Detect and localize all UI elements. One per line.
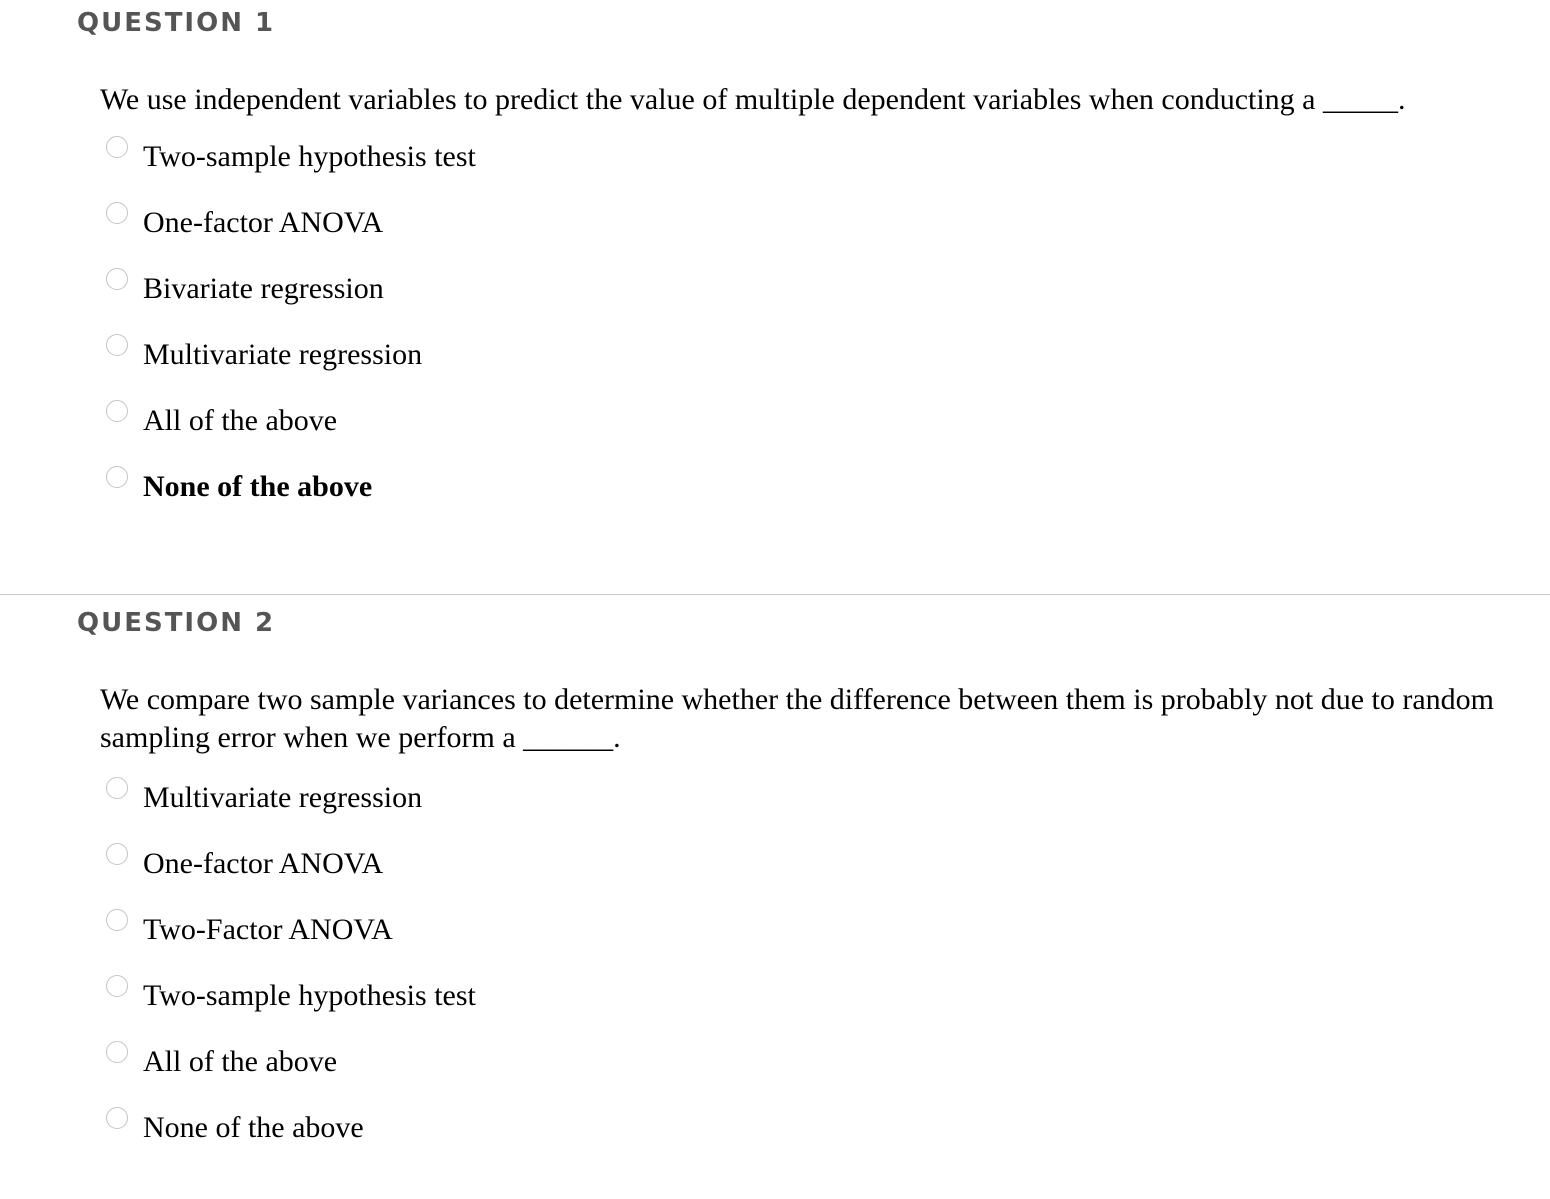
question-prompt: We compare two sample variances to determine whether the difference between them is probably not due to random sampling error when we perform a ______. <box>100 683 1495 754</box>
radio-button[interactable] <box>106 777 128 799</box>
answer-label[interactable]: Multivariate regression <box>143 338 423 371</box>
radio-button[interactable] <box>106 975 128 997</box>
answer-option[interactable] <box>0 330 1550 396</box>
radio-button[interactable] <box>106 202 128 224</box>
answer-option[interactable] <box>0 132 1550 198</box>
radio-button[interactable] <box>106 1107 128 1129</box>
question-heading: QUESTION 1 <box>77 8 276 38</box>
answer-label[interactable]: Two-Factor ANOVA <box>143 913 393 946</box>
radio-button[interactable] <box>106 909 128 931</box>
question-heading: QUESTION 2 <box>77 608 276 638</box>
answer-label[interactable]: One-factor ANOVA <box>143 847 384 880</box>
answer-label[interactable]: All of the above <box>143 404 338 437</box>
answer-label[interactable]: All of the above <box>143 1045 338 1078</box>
radio-button[interactable] <box>106 268 128 290</box>
question-1 <box>0 0 1550 594</box>
radio-button[interactable] <box>106 400 128 422</box>
answer-option[interactable] <box>0 1103 1550 1169</box>
answer-options <box>0 773 1550 1169</box>
question-2 <box>0 594 1550 1199</box>
answer-option[interactable] <box>0 773 1550 839</box>
answer-label[interactable]: Multivariate regression <box>143 781 423 814</box>
answer-option[interactable] <box>0 1037 1550 1103</box>
answer-label[interactable]: Two-sample hypothesis test <box>143 979 476 1012</box>
answer-label[interactable]: None of the above <box>143 1111 364 1144</box>
answer-option[interactable] <box>0 396 1550 462</box>
answer-option[interactable] <box>0 971 1550 1037</box>
answer-option[interactable] <box>0 198 1550 264</box>
answer-option[interactable] <box>0 839 1550 905</box>
answer-option[interactable] <box>0 264 1550 330</box>
answer-label[interactable]: None of the above <box>143 470 373 503</box>
answer-option[interactable] <box>0 905 1550 971</box>
radio-button[interactable] <box>106 1041 128 1063</box>
answer-label[interactable]: One-factor ANOVA <box>143 206 384 239</box>
answer-label[interactable]: Two-sample hypothesis test <box>143 140 476 173</box>
answer-options <box>0 132 1550 528</box>
answer-label[interactable]: Bivariate regression <box>143 272 384 305</box>
answer-option[interactable] <box>0 462 1550 528</box>
radio-button[interactable] <box>106 334 128 356</box>
radio-button[interactable] <box>106 843 128 865</box>
radio-button[interactable] <box>106 136 128 158</box>
radio-button[interactable] <box>106 466 128 488</box>
question-prompt: We use independent variables to predict the value of multiple dependent variables when conducting a _____. <box>100 83 1406 116</box>
